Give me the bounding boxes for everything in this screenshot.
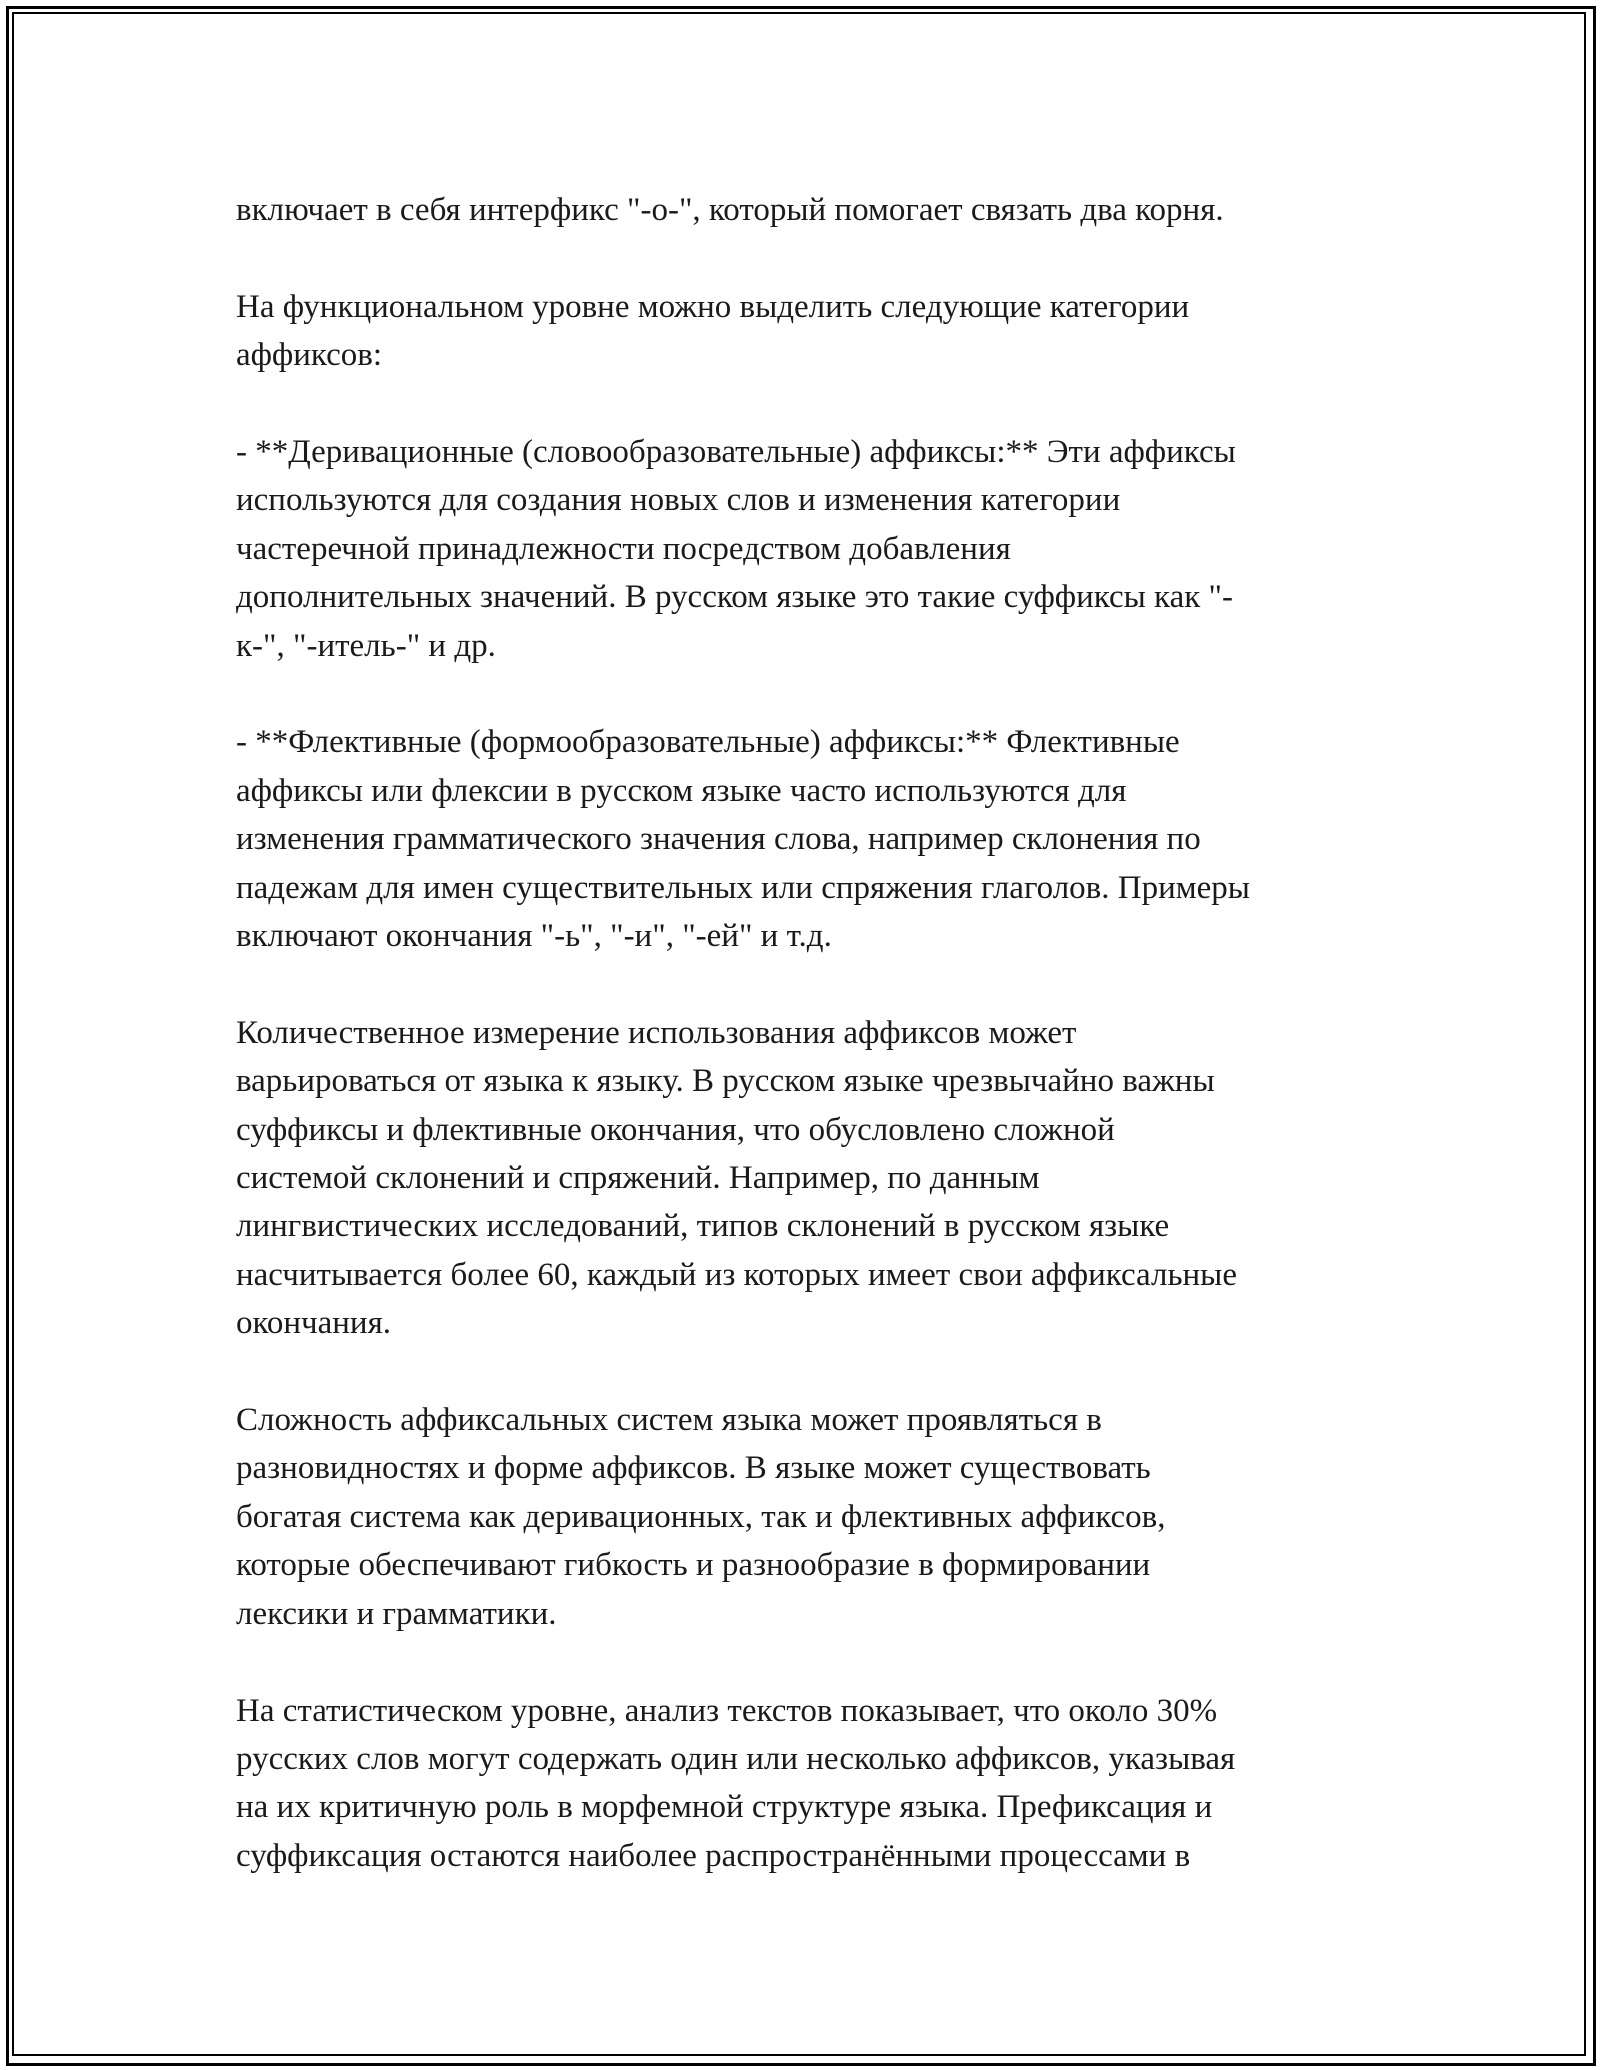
paragraph-inflectional-affixes	[236, 718, 1376, 960]
paragraph-derivational-affixes	[236, 428, 1376, 670]
text-line: лексики и грамматики.	[236, 1595, 557, 1632]
text-line: Количественное измерение использования аффиксов может	[236, 1014, 1077, 1051]
text-line: лингвистических исследований, типов склонений в русском языке	[236, 1208, 1170, 1245]
document-body	[236, 186, 1376, 1929]
text-line: которые обеспечивают гибкость и разнообразие в формировании	[236, 1547, 1151, 1584]
text-line: Сложность аффиксальных систем языка может проявляться в	[236, 1402, 1102, 1439]
paragraph-categories-intro	[236, 283, 1376, 380]
text-line: используются для создания новых слов и изменения категории	[236, 482, 1121, 519]
text-line: окончания.	[236, 1305, 392, 1342]
text-line: - **Деривационные (словообразовательные) аффиксы:** Эти аффиксы	[236, 434, 1236, 470]
text-line: варьироваться от языка к языку. В русском языке чрезвычайно важны	[236, 1063, 1215, 1100]
text-line: дополнительных значений. В русском языке это такие суффиксы как "-	[236, 579, 1233, 616]
text-line: включает в себя интерфикс "-о-", который помогает связать два корня.	[236, 192, 1224, 228]
text-line: изменения грамматического значения слова, например склонения по	[236, 821, 1201, 858]
text-line: суффиксация остаются наиболее распространёнными процессами в	[236, 1837, 1191, 1874]
text-line: аффиксы или флексии в русском языке часто используются для	[236, 772, 1127, 809]
text-line: частеречной принадлежности посредством добавления	[236, 530, 1011, 567]
text-line: аффиксов:	[236, 337, 382, 374]
paragraph-statistical-level	[236, 1687, 1376, 1881]
text-line: на их критичную роль в морфемной структуре языка. Префиксация и	[236, 1789, 1213, 1826]
text-line: На функциональном уровне можно выделить следующие категории	[236, 288, 1190, 325]
text-line: включают окончания "-ь", "-и", "-ей" и т.д.	[236, 918, 832, 955]
text-line: суффиксы и флективные окончания, что обусловлено сложной	[236, 1111, 1115, 1148]
text-line: богатая система как деривационных, так и флективных аффиксов,	[236, 1498, 1166, 1535]
text-line: насчитывается более 60, каждый из которых имеет свои аффиксальные	[236, 1256, 1237, 1293]
text-line: - **Флективные (формообразовательные) аффиксы:** Флективные	[236, 724, 1180, 761]
text-line: разновидностях и форме аффиксов. В языке может существовать	[236, 1450, 1151, 1487]
paragraph-affixal-complexity	[236, 1396, 1376, 1638]
text-line: падежам для имен существительных или спряжения глаголов. Примеры	[236, 869, 1250, 906]
text-line: системой склонений и спряжений. Например, по данным	[236, 1160, 1040, 1197]
text-line: к-", "-итель-" и др.	[236, 627, 496, 664]
text-line: русских слов могут содержать один или несколько аффиксов, указывая	[236, 1740, 1236, 1777]
text-line: На статистическом уровне, анализ текстов показывает, что около 30%	[236, 1692, 1218, 1729]
paragraph-quantitative-measurement	[236, 1009, 1376, 1348]
paragraph-interfix	[236, 186, 1376, 234]
